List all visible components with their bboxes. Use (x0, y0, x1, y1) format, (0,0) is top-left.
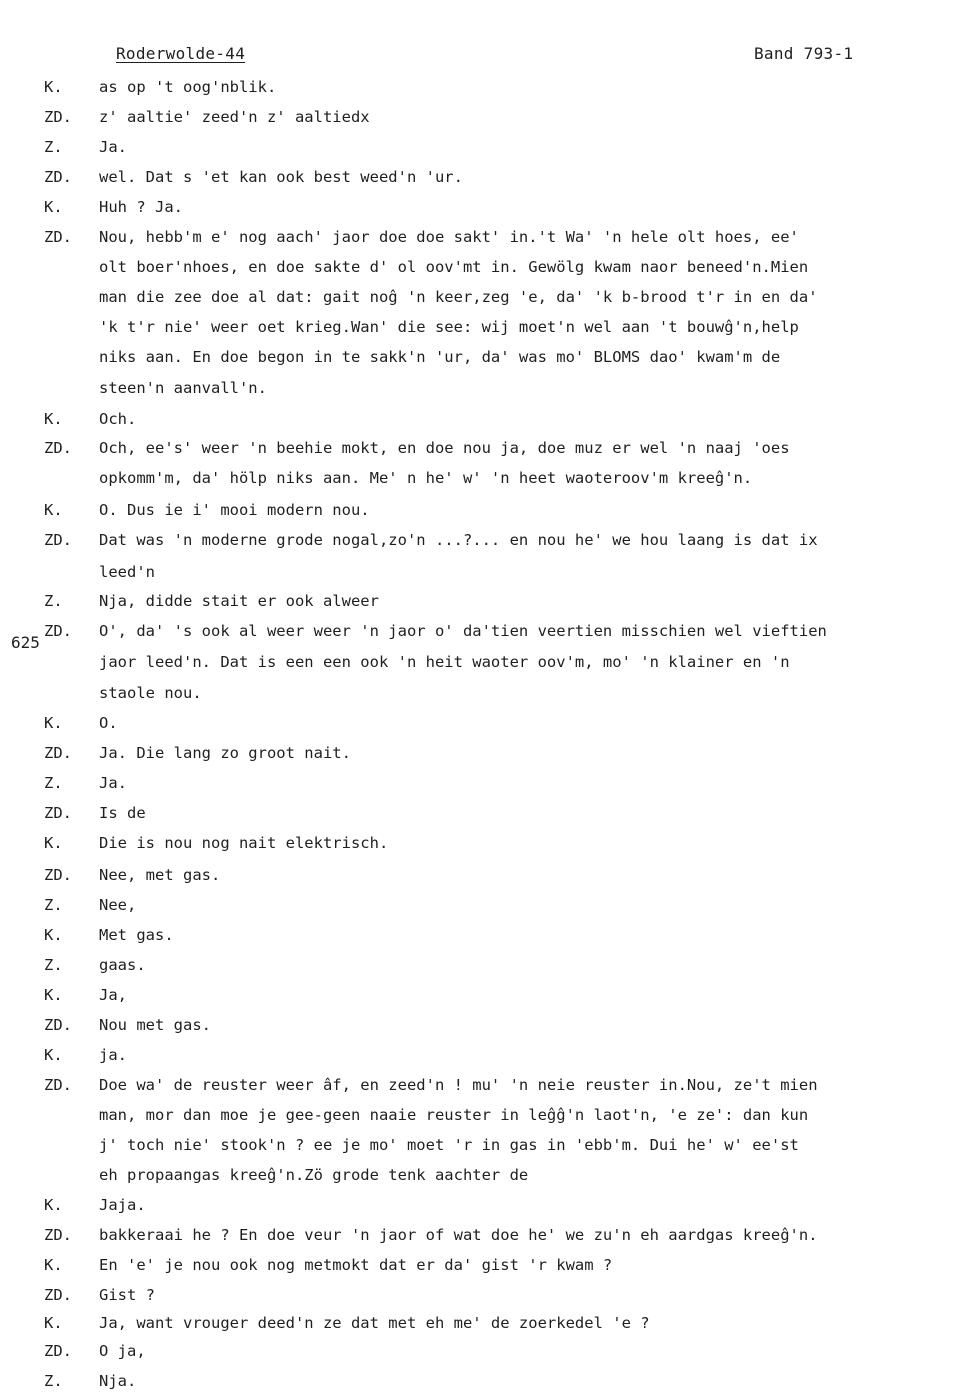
speaker-label: ZD. (44, 804, 72, 822)
transcript-line: man, mor dan moe je gee-geen naaie reuster in leĝĝ'n laot'n, 'e ze': dan kun (99, 1106, 809, 1124)
transcript-line: as op 't oog'nblik. (99, 78, 277, 96)
speaker-label: ZD. (44, 1016, 72, 1034)
speaker-label: ZD. (44, 531, 72, 549)
transcript-line: bakkeraai he ? En doe veur 'n jaor of wat doe he' we zu'n eh aardgas kreeĝ'n. (99, 1226, 818, 1244)
transcript-line: Nee, met gas. (99, 866, 221, 884)
transcript-line: O', da' 's ook al weer weer 'n jaor o' da'tien veertien misschien wel vieftien (99, 622, 827, 640)
transcript-line: leed'n (99, 563, 155, 581)
transcript-line: gaas. (99, 956, 146, 974)
speaker-label: K. (44, 410, 63, 428)
transcript-line: O. Dus ie i' mooi modern nou. (99, 501, 370, 519)
speaker-label: ZD. (44, 1226, 72, 1244)
transcript-line: eh propaangas kreeĝ'n.Zö grode tenk aachter de (99, 1166, 529, 1184)
transcript-line: niks aan. En doe begon in te sakk'n 'ur, da' was mo' BLOMS dao' kwam'm de (99, 348, 781, 366)
transcript-line: Nja, didde stait er ook alweer (99, 592, 379, 610)
speaker-label: K. (44, 1196, 63, 1214)
transcript-line: O ja, (99, 1342, 146, 1360)
speaker-label: ZD. (44, 622, 72, 640)
transcript-line: En 'e' je nou ook nog metmokt dat er da' gist 'r kwam ? (99, 1256, 613, 1274)
speaker-label: K. (44, 1314, 63, 1332)
speaker-label: ZD. (44, 168, 72, 186)
speaker-label: ZD. (44, 108, 72, 126)
transcript-line: Ja, want vrouger deed'n ze dat met eh me' de zoerkedel 'e ? (99, 1314, 650, 1332)
header-location: Roderwolde-44 (116, 44, 246, 63)
speaker-label: Z. (44, 956, 63, 974)
transcript-line: wel. Dat s 'et kan ook best weed'n 'ur. (99, 168, 463, 186)
speaker-label: K. (44, 986, 63, 1004)
transcript-line: z' aaltie' zeed'n z' aaltiedx (99, 108, 370, 126)
speaker-label: Z. (44, 1372, 63, 1390)
speaker-label: ZD. (44, 744, 72, 762)
speaker-label: Z. (44, 774, 63, 792)
speaker-label: Z. (44, 138, 63, 156)
speaker-label: K. (44, 198, 63, 216)
speaker-label: K. (44, 501, 63, 519)
transcript-line: Die is nou nog nait elektrisch. (99, 834, 389, 852)
transcript-line: Och, ee's' weer 'n beehie mokt, en doe nou ja, doe muz er wel 'n naaj 'oes (99, 439, 790, 457)
transcript-line: Met gas. (99, 926, 174, 944)
transcript-line: ja. (99, 1046, 127, 1064)
transcript-line: Dat was 'n moderne grode nogal,zo'n ...?... en nou he' we hou laang is dat ix (99, 531, 818, 549)
transcript-line: olt boer'nhoes, en doe sakte d' ol oov'mt in. Gewölg kwam naor beneed'n.Mien (99, 258, 809, 276)
transcript-line: staole nou. (99, 684, 202, 702)
speaker-label: Z. (44, 592, 63, 610)
speaker-label: K. (44, 926, 63, 944)
transcript-line: Huh ? Ja. (99, 198, 183, 216)
transcript-line: Och. (99, 410, 137, 428)
header-tape-number: Band 793-1 (754, 44, 854, 63)
transcript-line: Nou, hebb'm e' nog aach' jaor doe doe sakt' in.'t Wa' 'n hele olt hoes, ee' (99, 228, 799, 246)
transcript-line: Ja. Die lang zo groot nait. (99, 744, 351, 762)
speaker-label: ZD. (44, 228, 72, 246)
transcript-line: Jaja. (99, 1196, 146, 1214)
transcript-line: Ja. (99, 774, 127, 792)
transcript-line: Ja, (99, 986, 127, 1004)
speaker-label: K. (44, 1256, 63, 1274)
speaker-label: ZD. (44, 1076, 72, 1094)
margin-number: 625 (11, 633, 40, 652)
speaker-label: ZD. (44, 439, 72, 457)
transcript-line: Nee, (99, 896, 137, 914)
transcript-line: Is de (99, 804, 146, 822)
speaker-label: Z. (44, 896, 63, 914)
transcript-line: Gist ? (99, 1286, 155, 1304)
speaker-label: K. (44, 1046, 63, 1064)
speaker-label: K. (44, 834, 63, 852)
transcript-line: 'k t'r nie' weer oet krieg.Wan' die see: wij moet'n wel aan 't bouwĝ'n,help (99, 318, 799, 336)
speaker-label: K. (44, 78, 63, 96)
speaker-label: ZD. (44, 1286, 72, 1304)
speaker-label: K. (44, 714, 63, 732)
transcript-line: Nja. (99, 1372, 137, 1390)
transcript-line: opkomm'm, da' hölp niks aan. Me' n he' w' 'n heet waoteroov'm kreeĝ'n. (99, 469, 753, 487)
transcript-line: man die zee doe al dat: gait noĝ 'n keer,zeg 'e, da' 'k b-brood t'r in en da' (99, 288, 818, 306)
transcript-line: O. (99, 714, 118, 732)
transcript-line: j' toch nie' stook'n ? ee je mo' moet 'r in gas in 'ebb'm. Dui he' w' ee'st (99, 1136, 799, 1154)
transcript-line: steen'n aanvall'n. (99, 379, 267, 397)
speaker-label: ZD. (44, 1342, 72, 1360)
transcript-line: Doe wa' de reuster weer âf, en zeed'n ! mu' 'n neie reuster in.Nou, ze't mien (99, 1076, 818, 1094)
speaker-label: ZD. (44, 866, 72, 884)
transcript-line: Ja. (99, 138, 127, 156)
transcript-line: jaor leed'n. Dat is een een ook 'n heit waoter oov'm, mo' 'n klainer en 'n (99, 653, 790, 671)
transcript-line: Nou met gas. (99, 1016, 211, 1034)
